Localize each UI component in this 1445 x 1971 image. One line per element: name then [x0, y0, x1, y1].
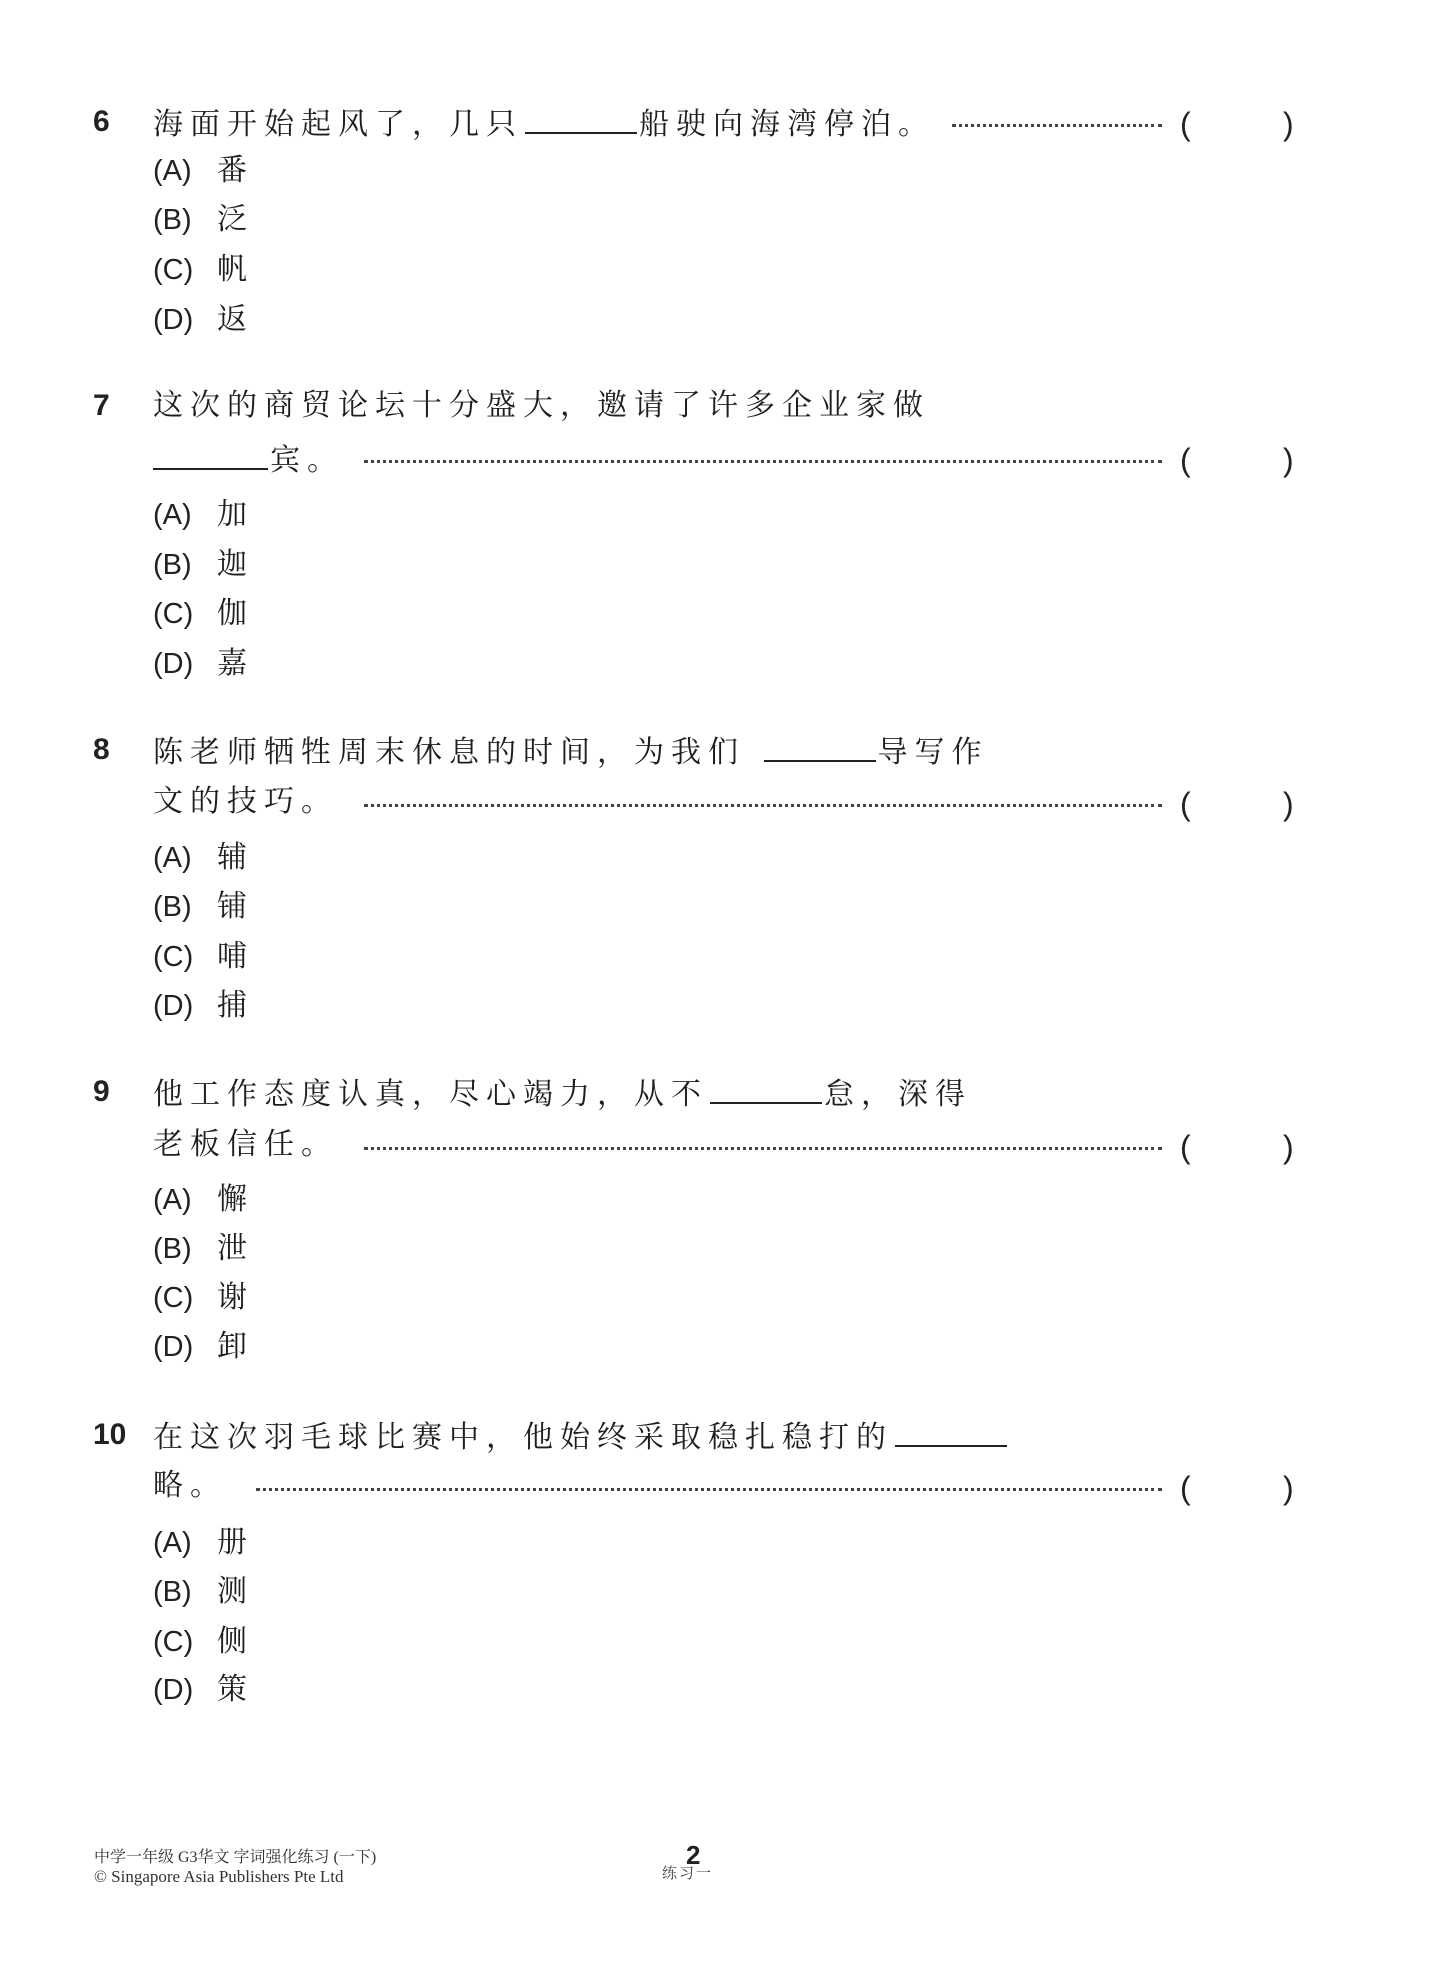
option-b[interactable]	[153, 200, 247, 240]
option-text: 加	[217, 497, 247, 532]
leader-dots	[952, 124, 1162, 129]
question-text-before: 在这次羽毛球比赛中，他始终采取稳扎稳打的	[153, 1420, 893, 1455]
option-d[interactable]	[153, 1327, 247, 1367]
option-letter: (D)	[153, 1674, 194, 1706]
answer-paren-open: (	[1180, 1470, 1191, 1506]
leader-dots	[364, 460, 1162, 465]
question-text-before: 他工作态度认真，尽心竭力，从不	[153, 1077, 708, 1112]
question-text-line	[153, 1072, 972, 1112]
option-letter: (B)	[153, 891, 192, 923]
option-text: 侧	[217, 1624, 247, 1659]
option-text: 泛	[217, 202, 247, 237]
question-text-after: 怠，深得	[824, 1077, 972, 1112]
option-text: 番	[217, 153, 247, 188]
question-number: 6	[93, 105, 110, 138]
option-text: 嘉	[217, 646, 247, 681]
option-letter: (C)	[153, 941, 194, 973]
option-text: 册	[217, 1525, 247, 1560]
option-letter: (B)	[153, 549, 192, 581]
option-text: 铺	[217, 889, 247, 924]
option-text: 返	[217, 302, 247, 337]
option-letter: (C)	[153, 598, 194, 630]
answer-paren-close: )	[1283, 442, 1294, 478]
option-letter: (C)	[153, 1282, 194, 1314]
option-text: 辅	[217, 840, 247, 875]
option-letter: (D)	[153, 304, 194, 336]
question-text-after: 船驶向海湾停泊。	[639, 107, 935, 142]
option-letter: (D)	[153, 1331, 194, 1363]
option-letter: (C)	[153, 254, 194, 286]
question-text-line	[153, 438, 344, 478]
answer-paren-close: )	[1283, 106, 1294, 142]
option-b[interactable]	[153, 1229, 247, 1269]
option-letter: (A)	[153, 499, 192, 531]
option-a[interactable]	[153, 495, 247, 535]
answer-paren-close: )	[1283, 1470, 1294, 1506]
question-number: 8	[93, 733, 110, 766]
option-letter: (B)	[153, 204, 192, 236]
question-text-line	[153, 1125, 338, 1165]
question-text-before: 海面开始起风了，几只	[153, 107, 523, 142]
question-text-line	[153, 1466, 227, 1506]
question-number: 10	[93, 1418, 127, 1451]
question-text-before: 陈老师牺牲周末休息的时间，为我们	[153, 735, 762, 770]
answer-paren-open: (	[1180, 1129, 1191, 1165]
leader-dots	[364, 1147, 1162, 1152]
option-text: 捕	[217, 988, 247, 1023]
option-d[interactable]	[153, 644, 247, 684]
question-text-after: 宾。	[270, 443, 344, 478]
option-text: 帆	[217, 252, 247, 287]
question-number: 9	[93, 1075, 110, 1108]
option-d[interactable]	[153, 1670, 247, 1710]
option-letter: (B)	[153, 1233, 192, 1265]
option-c[interactable]	[153, 1622, 247, 1662]
answer-paren-close: )	[1283, 1129, 1294, 1165]
option-text: 测	[217, 1574, 247, 1609]
option-letter: (D)	[153, 648, 194, 680]
question-text-line	[153, 386, 930, 426]
option-a[interactable]	[153, 1523, 247, 1563]
answer-paren-open: (	[1180, 442, 1191, 478]
answer-blank	[764, 730, 876, 762]
leader-dots	[256, 1488, 1162, 1493]
answer-paren-open: (	[1180, 786, 1191, 822]
option-text: 懈	[217, 1182, 247, 1217]
footer-book-title: 中学一年级 G3华文 字词强化练习 (一下)	[94, 1849, 377, 1866]
question-text-line	[153, 730, 989, 770]
option-c[interactable]	[153, 594, 247, 634]
option-text: 泄	[217, 1231, 247, 1266]
option-c[interactable]	[153, 1278, 247, 1318]
question-text-after: 导写作	[877, 735, 989, 770]
option-letter: (B)	[153, 1576, 192, 1608]
option-d[interactable]	[153, 300, 247, 340]
option-text: 策	[217, 1672, 247, 1707]
question-text-line	[153, 782, 338, 822]
question-text-before: 文的技巧。	[153, 784, 338, 819]
option-letter: (C)	[153, 1626, 194, 1658]
answer-blank	[525, 102, 637, 134]
option-a[interactable]	[153, 151, 247, 191]
question-text-before: 略。	[153, 1468, 227, 1503]
option-text: 迦	[217, 547, 247, 582]
question-text-before: 这次的商贸论坛十分盛大，邀请了许多企业家做	[153, 388, 930, 423]
answer-paren-close: )	[1283, 786, 1294, 822]
option-text: 伽	[217, 596, 247, 631]
option-b[interactable]	[153, 887, 247, 927]
option-b[interactable]	[153, 545, 247, 585]
question-number: 7	[93, 389, 110, 422]
answer-blank	[710, 1072, 822, 1104]
page-number: 2	[686, 1840, 701, 1870]
option-letter: (D)	[153, 990, 194, 1022]
footer-copyright: © Singapore Asia Publishers Pte Ltd	[94, 1867, 344, 1886]
question-text-before: 老板信任。	[153, 1127, 338, 1162]
option-text: 哺	[217, 939, 247, 974]
question-text-line	[153, 102, 935, 142]
option-c[interactable]	[153, 937, 247, 977]
option-letter: (A)	[153, 155, 192, 187]
option-letter: (A)	[153, 1184, 192, 1216]
question-text-line	[153, 1415, 1009, 1455]
section-label: 练习一	[662, 1864, 714, 1882]
option-letter: (A)	[153, 842, 192, 874]
answer-blank	[895, 1415, 1007, 1447]
option-text: 卸	[217, 1329, 247, 1364]
option-b[interactable]	[153, 1572, 247, 1612]
option-d[interactable]	[153, 986, 247, 1026]
option-text: 谢	[217, 1280, 247, 1315]
option-letter: (A)	[153, 1527, 192, 1559]
option-c[interactable]	[153, 250, 247, 290]
answer-blank	[153, 438, 268, 470]
leader-dots	[364, 804, 1162, 809]
option-a[interactable]	[153, 838, 247, 878]
answer-paren-open: (	[1180, 106, 1191, 142]
option-a[interactable]	[153, 1180, 247, 1220]
